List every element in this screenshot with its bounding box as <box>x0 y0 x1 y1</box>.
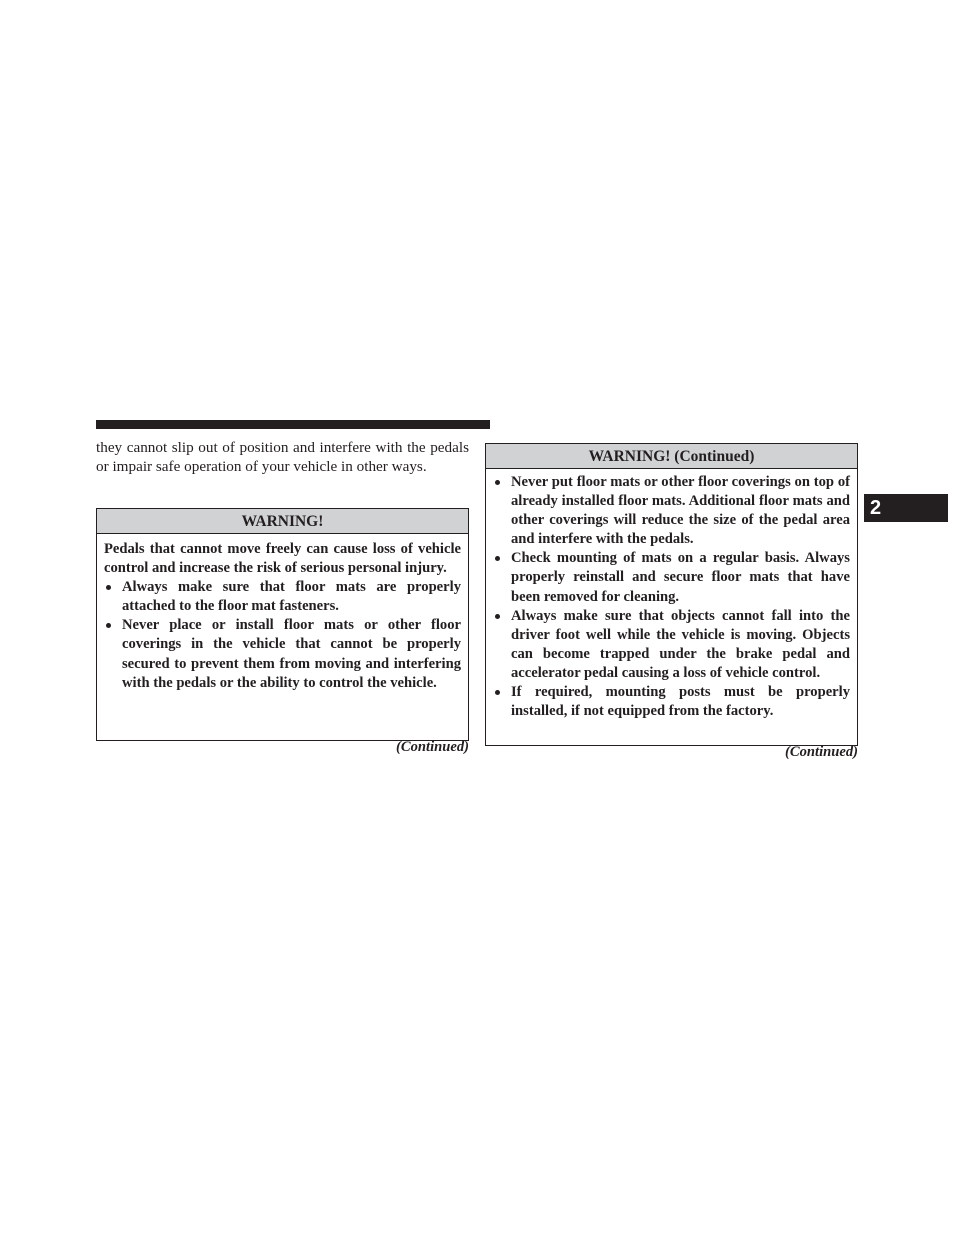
warning-header: WARNING! <box>97 509 468 534</box>
bullet-item: Always make sure that objects cannot fall into the driver foot well while the vehicle is moving. Objects can become trapped under the brake pedal and accelerator pedal causing a loss of vehicle control. <box>493 607 850 683</box>
bullet-item: Never place or install floor mats or other floor coverings in the vehicle that cannot be properly secured to prevent them from moving and interfering with the pedals or the ability to control the vehicle. <box>104 616 461 692</box>
bullet-icon <box>495 556 500 561</box>
warning-body <box>486 469 857 721</box>
bullet-item: Always make sure that floor mats are properly attached to the floor mat fasteners. <box>104 578 461 616</box>
bullet-item: Never put floor mats or other floor coverings on top of already installed floor mats. Additional floor mats and other coverings will reduce the size of the pedal area and interfere with the pedals. <box>493 473 850 549</box>
warning-bullet-list <box>493 473 850 721</box>
warning-lead: Pedals that cannot move freely can cause loss of vehicle control and increase the risk of serious personal injury. <box>104 541 461 577</box>
chapter-tab: 2 <box>864 494 948 522</box>
bullet-item: Check mounting of mats on a regular basis. Always properly reinstall and secure floor mats that have been removed for cleaning. <box>493 549 850 606</box>
bullet-icon <box>495 480 500 485</box>
intro-paragraph: they cannot slip out of position and interfere with the pedals or impair safe operation of your vehicle in other ways. <box>96 439 469 475</box>
section-rule <box>96 420 490 429</box>
warning-box-right <box>485 443 858 746</box>
bullet-item: If required, mounting posts must be properly installed, if not equipped from the factory. <box>493 683 850 721</box>
bullet-icon <box>106 585 111 590</box>
bullet-icon <box>495 690 500 695</box>
warning-box-left <box>96 508 469 741</box>
bullet-icon <box>106 623 111 628</box>
warning-body <box>97 534 468 693</box>
continued-label: (Continued) <box>785 744 858 760</box>
continued-label: (Continued) <box>396 739 469 755</box>
bullet-icon <box>495 614 500 619</box>
warning-header: WARNING! (Continued) <box>486 444 857 469</box>
warning-bullet-list <box>104 578 461 693</box>
